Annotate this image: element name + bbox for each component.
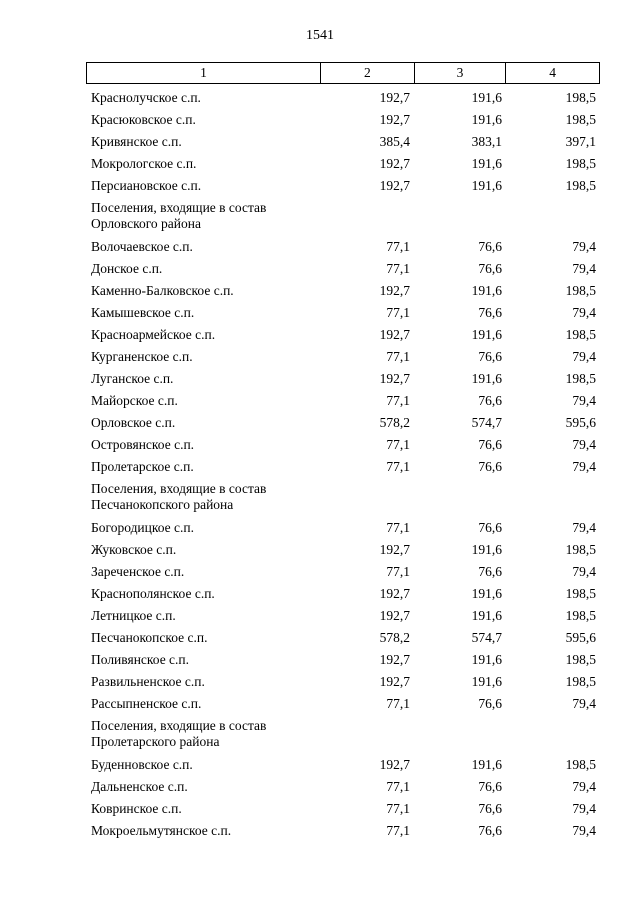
table-row <box>86 627 600 649</box>
value-col3-cell: 76,6 <box>478 239 502 254</box>
settlement-name-cell: Донское с.п. <box>91 261 163 276</box>
value-col3-cell: 76,6 <box>478 459 502 474</box>
value-col4-cell: 79,4 <box>572 437 596 452</box>
table-row <box>86 368 600 390</box>
settlement-name-cell: Мокрологское с.п. <box>91 156 197 171</box>
value-col2-cell: 578,2 <box>379 415 410 430</box>
value-col3-cell: 574,7 <box>471 415 502 430</box>
table-header-row <box>86 62 600 84</box>
value-col4-cell: 198,5 <box>565 608 596 623</box>
table-row <box>86 412 600 434</box>
column-header-2: 2 <box>320 63 414 83</box>
settlement-name-cell: Зареченское с.п. <box>91 564 185 579</box>
value-col2-cell: 192,7 <box>379 327 410 342</box>
column-header-3: 3 <box>414 63 506 83</box>
group-heading-row <box>86 715 320 754</box>
table-row <box>86 258 600 280</box>
value-col2-cell: 77,1 <box>386 823 410 838</box>
value-col2-cell: 77,1 <box>386 393 410 408</box>
table-row <box>86 87 600 109</box>
settlement-name-cell: Песчанокопское с.п. <box>91 630 208 645</box>
value-col2-cell: 77,1 <box>386 459 410 474</box>
settlement-name-cell: Кривянское с.п. <box>91 134 182 149</box>
column-header-4: 4 <box>505 63 599 83</box>
value-col4-cell: 79,4 <box>572 239 596 254</box>
settlement-name-cell: Волочаевское с.п. <box>91 239 193 254</box>
value-col4-cell: 79,4 <box>572 349 596 364</box>
value-col4-cell: 198,5 <box>565 371 596 386</box>
table-row <box>86 302 600 324</box>
settlement-name-cell: Пролетарское с.п. <box>91 459 194 474</box>
value-col4-cell: 79,4 <box>572 779 596 794</box>
value-col4-cell: 198,5 <box>565 90 596 105</box>
value-col4-cell: 198,5 <box>565 652 596 667</box>
table-row <box>86 649 600 671</box>
value-col3-cell: 574,7 <box>471 630 502 645</box>
table-row <box>86 236 600 258</box>
value-col3-cell: 76,6 <box>478 564 502 579</box>
value-col2-cell: 77,1 <box>386 779 410 794</box>
value-col4-cell: 79,4 <box>572 459 596 474</box>
value-col3-cell: 76,6 <box>478 437 502 452</box>
value-col2-cell: 192,7 <box>379 674 410 689</box>
table-row <box>86 175 600 197</box>
value-col2-cell: 192,7 <box>379 112 410 127</box>
value-col4-cell: 198,5 <box>565 283 596 298</box>
value-col3-cell: 191,6 <box>471 652 502 667</box>
value-col3-cell: 191,6 <box>471 608 502 623</box>
settlement-name-cell: Орловское с.п. <box>91 415 176 430</box>
settlement-name-cell: Камышевское с.п. <box>91 305 195 320</box>
table-row <box>86 324 600 346</box>
value-col2-cell: 77,1 <box>386 239 410 254</box>
value-col4-cell: 79,4 <box>572 305 596 320</box>
group-heading-line: Поселения, входящие в состав <box>91 718 267 733</box>
table-row <box>86 346 600 368</box>
table-row <box>86 798 600 820</box>
value-col4-cell: 198,5 <box>565 156 596 171</box>
value-col4-cell: 79,4 <box>572 261 596 276</box>
value-col3-cell: 191,6 <box>471 371 502 386</box>
value-col2-cell: 192,7 <box>379 586 410 601</box>
group-heading-line: Поселения, входящие в состав <box>91 200 267 215</box>
group-heading-line: Поселения, входящие в состав <box>91 481 267 496</box>
settlement-name-cell: Луганское с.п. <box>91 371 174 386</box>
value-col2-cell: 192,7 <box>379 178 410 193</box>
value-col3-cell: 76,6 <box>478 305 502 320</box>
value-col2-cell: 192,7 <box>379 757 410 772</box>
value-col3-cell: 76,6 <box>478 261 502 276</box>
value-col4-cell: 198,5 <box>565 586 596 601</box>
value-col3-cell: 191,6 <box>471 542 502 557</box>
value-col3-cell: 191,6 <box>471 327 502 342</box>
value-col3-cell: 383,1 <box>471 134 502 149</box>
allocation-table <box>86 62 600 842</box>
value-col2-cell: 192,7 <box>379 90 410 105</box>
settlement-name-cell: Мокроельмутянское с.п. <box>91 823 232 838</box>
group-heading-line: Пролетарского района <box>91 734 220 749</box>
value-col4-cell: 79,4 <box>572 696 596 711</box>
table-row <box>86 434 600 456</box>
value-col2-cell: 77,1 <box>386 801 410 816</box>
value-col4-cell: 198,5 <box>565 112 596 127</box>
page-number: 1541 <box>306 28 334 43</box>
value-col4-cell: 79,4 <box>572 801 596 816</box>
value-col4-cell: 198,5 <box>565 542 596 557</box>
table-row <box>86 583 600 605</box>
value-col2-cell: 77,1 <box>386 520 410 535</box>
table-row <box>86 605 600 627</box>
value-col3-cell: 191,6 <box>471 283 502 298</box>
settlement-name-cell: Красноармейское с.п. <box>91 327 216 342</box>
value-col2-cell: 77,1 <box>386 437 410 452</box>
value-col2-cell: 192,7 <box>379 283 410 298</box>
group-heading-row <box>86 197 320 236</box>
value-col3-cell: 191,6 <box>471 586 502 601</box>
settlement-name-cell: Дальненское с.п. <box>91 779 188 794</box>
table-row <box>86 776 600 798</box>
value-col4-cell: 198,5 <box>565 178 596 193</box>
value-col3-cell: 191,6 <box>471 156 502 171</box>
value-col3-cell: 76,6 <box>478 349 502 364</box>
settlement-name-cell: Буденновское с.п. <box>91 757 193 772</box>
settlement-name-cell: Майорское с.п. <box>91 393 178 408</box>
table-row <box>86 671 600 693</box>
value-col4-cell: 198,5 <box>565 674 596 689</box>
value-col3-cell: 76,6 <box>478 779 502 794</box>
settlement-name-cell: Летницкое с.п. <box>91 608 176 623</box>
value-col4-cell: 79,4 <box>572 520 596 535</box>
settlement-name-cell: Курганенское с.п. <box>91 349 193 364</box>
group-heading-row <box>86 478 320 517</box>
value-col3-cell: 76,6 <box>478 823 502 838</box>
settlement-name-cell: Каменно-Балковское с.п. <box>91 283 234 298</box>
table-row <box>86 517 600 539</box>
settlement-name-cell: Персиановское с.п. <box>91 178 202 193</box>
table-row <box>86 561 600 583</box>
table-row <box>86 456 600 478</box>
table-row <box>86 539 600 561</box>
settlement-name-cell: Красюковское с.п. <box>91 112 196 127</box>
value-col2-cell: 77,1 <box>386 696 410 711</box>
value-col3-cell: 191,6 <box>471 112 502 127</box>
table-row <box>86 390 600 412</box>
value-col4-cell: 79,4 <box>572 564 596 579</box>
value-col2-cell: 192,7 <box>379 371 410 386</box>
value-col3-cell: 76,6 <box>478 520 502 535</box>
group-heading-line: Песчанокопского района <box>91 497 234 512</box>
value-col4-cell: 198,5 <box>565 327 596 342</box>
value-col2-cell: 192,7 <box>379 608 410 623</box>
value-col4-cell: 397,1 <box>565 134 596 149</box>
value-col2-cell: 192,7 <box>379 156 410 171</box>
table-body <box>86 87 600 842</box>
table-row <box>86 280 600 302</box>
settlement-name-cell: Островянское с.п. <box>91 437 195 452</box>
value-col3-cell: 191,6 <box>471 757 502 772</box>
value-col2-cell: 192,7 <box>379 652 410 667</box>
table-row <box>86 131 600 153</box>
value-col3-cell: 191,6 <box>471 178 502 193</box>
value-col3-cell: 191,6 <box>471 674 502 689</box>
value-col4-cell: 595,6 <box>565 630 596 645</box>
value-col2-cell: 77,1 <box>386 305 410 320</box>
value-col2-cell: 192,7 <box>379 542 410 557</box>
value-col3-cell: 191,6 <box>471 90 502 105</box>
value-col2-cell: 385,4 <box>379 134 410 149</box>
settlement-name-cell: Ковринское с.п. <box>91 801 182 816</box>
value-col2-cell: 77,1 <box>386 349 410 364</box>
settlement-name-cell: Рассыпненское с.п. <box>91 696 202 711</box>
settlement-name-cell: Краснополянское с.п. <box>91 586 215 601</box>
column-header-1: 1 <box>200 65 207 80</box>
settlement-name-cell: Развильненское с.п. <box>91 674 205 689</box>
value-col4-cell: 198,5 <box>565 757 596 772</box>
settlement-name-cell: Краснолучское с.п. <box>91 90 201 105</box>
settlement-name-cell: Жуковское с.п. <box>91 542 177 557</box>
value-col4-cell: 595,6 <box>565 415 596 430</box>
table-row <box>86 820 600 842</box>
value-col3-cell: 76,6 <box>478 393 502 408</box>
table-row <box>86 693 600 715</box>
value-col2-cell: 77,1 <box>386 261 410 276</box>
settlement-name-cell: Богородицкое с.п. <box>91 520 195 535</box>
value-col4-cell: 79,4 <box>572 393 596 408</box>
table-row <box>86 754 600 776</box>
value-col3-cell: 76,6 <box>478 801 502 816</box>
value-col2-cell: 77,1 <box>386 564 410 579</box>
value-col4-cell: 79,4 <box>572 823 596 838</box>
table-row <box>86 109 600 131</box>
value-col2-cell: 578,2 <box>379 630 410 645</box>
table-row <box>86 153 600 175</box>
group-heading-line: Орловского района <box>91 216 201 231</box>
value-col3-cell: 76,6 <box>478 696 502 711</box>
settlement-name-cell: Поливянское с.п. <box>91 652 190 667</box>
